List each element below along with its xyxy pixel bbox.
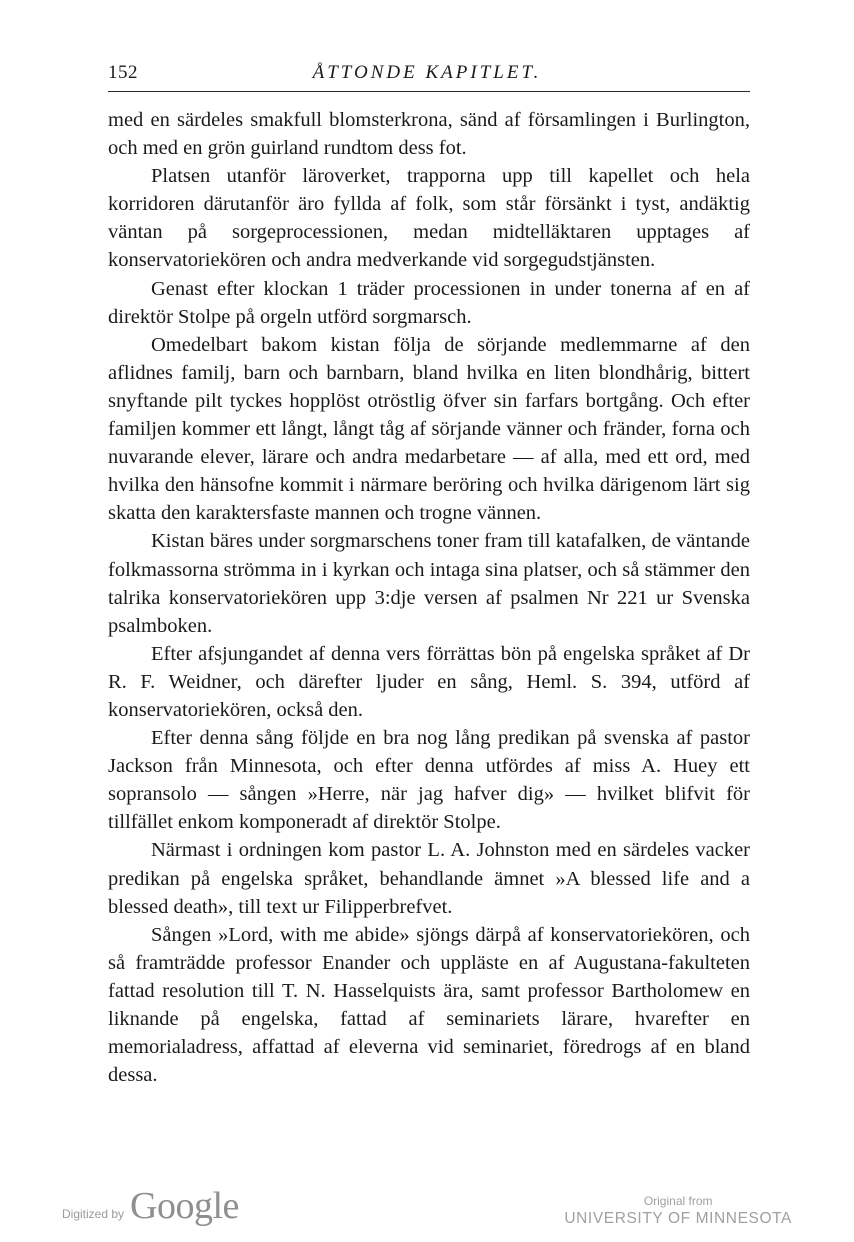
paragraph: Efter denna sång följde en bra nog lång predikan på svenska af pastor Jackson från Minnesota, och efter denna utfördes af miss A. Huey ett sopransolo — sången »Herre, när jag hafver dig» — hvilket blifvit för tillfället enkom komponeradt af direktör Stolpe.: [108, 727, 750, 834]
paragraph: Omedelbart bakom kistan följa de sörjande medlemmarne af den aflidnes familj, barn och barnbarn, bland hvilka en liten blondhårig, bittert snyftande pilt tyckes hopplöst otröstlig öfver sin farfars bortgång. Och efter familjen kommer ett långt, långt tåg af sörjande vänner och fränder, forna och nuvarande elever, lärare och andra medarbetare — af alla, med ett ord, med hvilka den hänsofne kommit i närmare beröring och hvilka därigenom lärt sig skatta den karaktersfaste mannen och trogne vännen.: [108, 333, 750, 525]
paragraph: Platsen utanför läroverket, trapporna upp till kapellet och hela korridoren därutanför äro fyllda af folk, som står försänkt i tyst, andäktig väntan på sorgeprocessionen, medan midtelläktaren upptages af konservatoriekören och andra medverkande vid sorgegudstjänsten.: [108, 165, 750, 272]
library-credit: [564, 1194, 792, 1229]
running-title: ÅTTONDE KAPITLET.: [312, 62, 542, 83]
paragraph: Kistan bäres under sorgmarschens toner fram till katafalken, de väntande folkmassorna strömma in i kyrkan och intaga sina platser, och så stämmer den talrika konservatoriekören upp 3:dje versen af psalmen Nr 221 ur Svenska psalmboken.: [108, 530, 750, 637]
google-logo: Google: [130, 1185, 239, 1227]
institution-name: UNIVERSITY OF MINNESOTA: [564, 1210, 792, 1227]
digitized-by-label: Digitized by: [62, 1207, 125, 1221]
page-number: 152: [108, 62, 138, 83]
paragraph: Sången »Lord, with me abide» sjöngs därpå af konservatoriekören, och så framträdde professor Enander och uppläste en af Augustana-fakulteten fattad resolution till T. N. Hasselquists ära, samt professor Bartholomew en liknande på engelska, fattad af seminariets lärare, hvarefter en memorialadress, affattad af eleverna vid seminariet, föredrogs af en bland dessa.: [108, 923, 750, 1087]
paragraph: Efter afsjungandet af denna vers förrättas bön på engelska språket af Dr R. F. Weidner, och därefter ljuder en sång, Heml. S. 394, utförd af konservatoriekören, också den.: [108, 642, 750, 721]
paragraph-continuation: med en särdeles smakfull blomsterkrona, sänd af församlingen i Burlington, och med en grön guirland rundtom dess fot.: [108, 109, 750, 160]
paragraph: Genast efter klockan 1 träder processionen in under tonerna af en af direktör Stolpe på orgeln utförd sorgmarsch.: [108, 277, 750, 328]
digitized-by-watermark: [62, 1184, 239, 1228]
body-text: [108, 106, 750, 1089]
original-from-label: Original from: [643, 1194, 713, 1208]
header-rule: [108, 91, 750, 92]
paragraph: Närmast i ordningen kom pastor L. A. Johnston med en särdeles vacker predikan på engelska språket, behandlande ämnet »A blessed life and a blessed death», till text ur Filipperbrefvet.: [108, 839, 750, 918]
